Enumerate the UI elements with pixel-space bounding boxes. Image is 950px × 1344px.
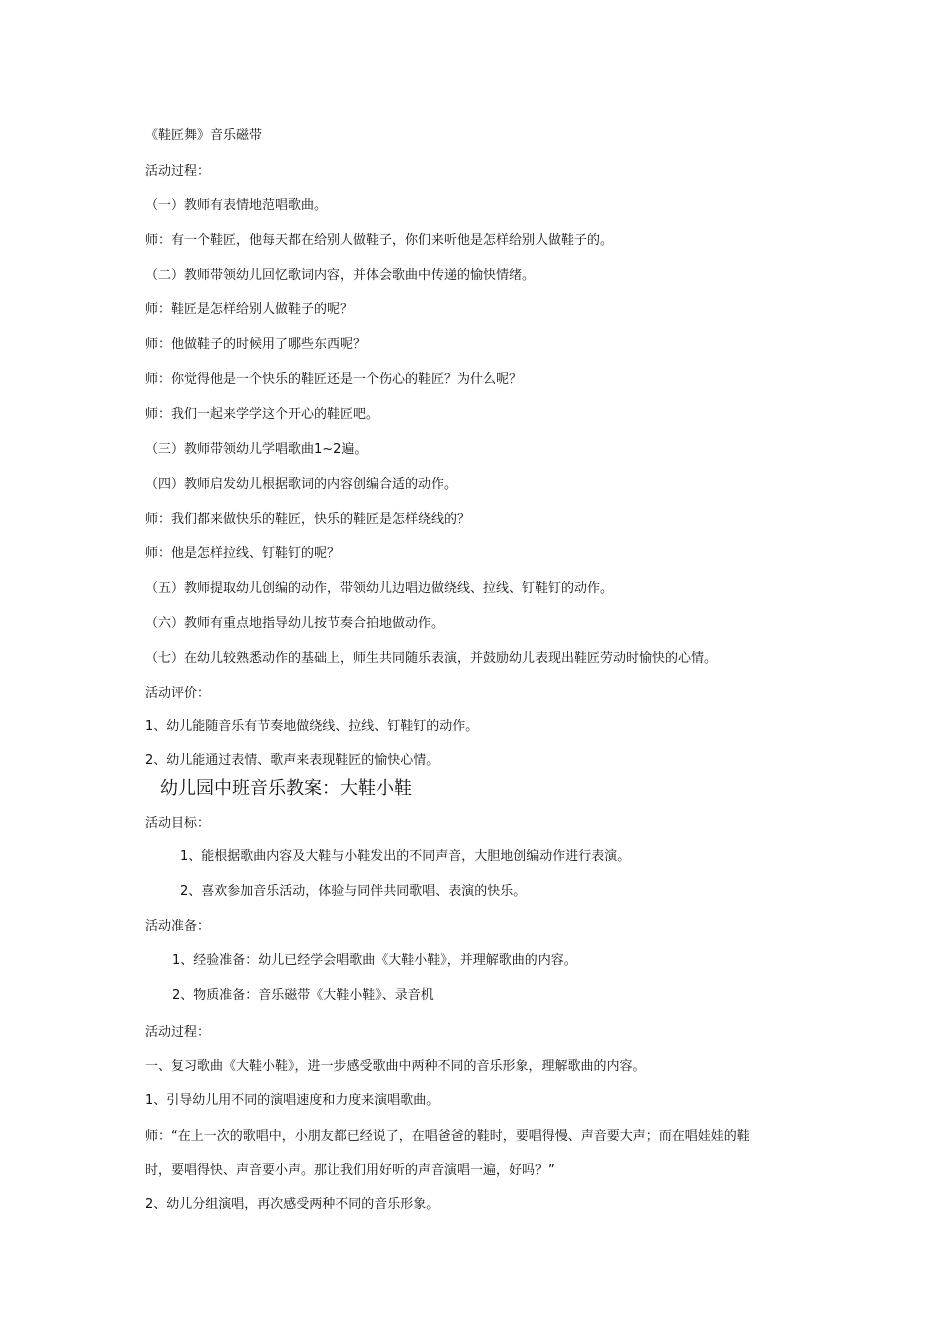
- paragraph: （二）教师带领幼儿回忆歌词内容，并体会歌曲中传递的愉快情绪。: [145, 268, 536, 283]
- paragraph: 师：“在上一次的歌唱中，小朋友都已经说了，在唱爸爸的鞋时，要唱得慢、声音要大声；而在唱娃娃的鞋: [145, 1129, 750, 1144]
- paragraph: 师：鞋匠是怎样给别人做鞋子的呢？: [145, 302, 354, 317]
- goal-item: 1、能根据歌曲内容及大鞋与小鞋发出的不同声音，大胆地创编动作进行表演。: [180, 849, 631, 864]
- section-label: 活动目标：: [145, 816, 211, 831]
- paragraph: （四）教师启发幼儿根据歌词的内容创编合适的动作。: [145, 477, 458, 492]
- goal-item: 2、喜欢参加音乐活动，体验与同伴共同歌唱、表演的快乐。: [180, 884, 527, 899]
- section-label: 活动准备：: [145, 919, 211, 934]
- paragraph: 1、幼儿能随音乐有节奏地做绕线、拉线、钉鞋钉的动作。: [145, 719, 479, 734]
- paragraph: （七）在幼儿较熟悉动作的基础上，师生共同随乐表演，并鼓励幼儿表现出鞋匠劳动时愉快的心情。: [145, 651, 718, 666]
- paragraph: 师：我们都来做快乐的鞋匠，快乐的鞋匠是怎样绕线的？: [145, 512, 471, 527]
- section-label: 活动过程：: [145, 164, 211, 179]
- paragraph: 一、复习歌曲《大鞋小鞋》，进一步感受歌曲中两种不同的音乐形象，理解歌曲的内容。: [145, 1059, 646, 1074]
- section-label: 活动评价：: [145, 686, 211, 701]
- paragraph: 2、幼儿能通过表情、歌声来表现鞋匠的愉快心情。: [145, 753, 440, 768]
- paragraph: （一）教师有表情地范唱歌曲。: [145, 198, 328, 213]
- paragraph: 师：你觉得他是一个快乐的鞋匠还是一个伤心的鞋匠？为什么呢？: [145, 372, 523, 387]
- paragraph: 师：他是怎样拉线、钉鞋钉的呢？: [145, 546, 341, 561]
- paragraph: 师：我们一起来学学这个开心的鞋匠吧。: [145, 407, 380, 422]
- materials-line: 《鞋匠舞》音乐磁带: [145, 128, 263, 143]
- paragraph: 2、幼儿分组演唱，再次感受两种不同的音乐形象。: [145, 1197, 440, 1212]
- paragraph: 时，要唱得快、声音要小声。那让我们用好听的声音演唱一遍，好吗？”: [145, 1163, 555, 1178]
- paragraph: 1、引导幼儿用不同的演唱速度和力度来演唱歌曲。: [145, 1093, 440, 1108]
- prep-item: 1、经验准备：幼儿已经学会唱歌曲《大鞋小鞋》，并理解歌曲的内容。: [172, 953, 577, 968]
- paragraph: （五）教师提取幼儿创编的动作，带领幼儿边唱边做绕线、拉线、钉鞋钉的动作。: [145, 581, 614, 596]
- paragraph: （六）教师有重点地指导幼儿按节奏合拍地做动作。: [145, 616, 445, 631]
- lesson-title: 幼儿园中班音乐教案：大鞋小鞋: [160, 778, 412, 799]
- paragraph: （三）教师带领幼儿学唱歌曲1~2遍。: [145, 442, 368, 457]
- paragraph: 师：他做鞋子的时候用了哪些东西呢？: [145, 337, 367, 352]
- paragraph: 师：有一个鞋匠，他每天都在给别人做鞋子，你们来听他是怎样给别人做鞋子的。: [145, 233, 614, 248]
- section-label: 活动过程：: [145, 1025, 211, 1040]
- prep-item: 2、物质准备：音乐磁带《大鞋小鞋》、录音机: [172, 988, 434, 1003]
